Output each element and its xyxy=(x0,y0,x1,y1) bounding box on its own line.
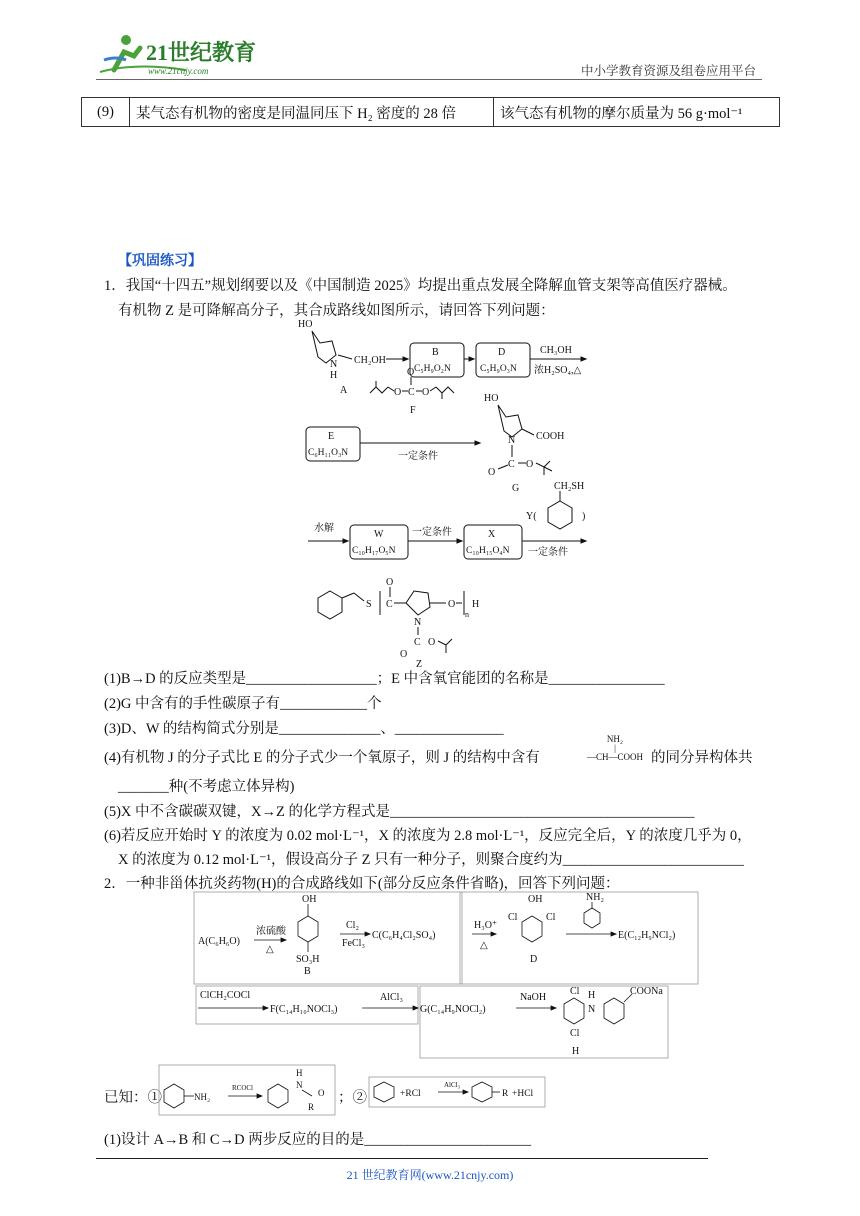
svg-text:ClCH₂COCl: ClCH₂COCl xyxy=(200,990,251,1001)
q1-part5: (5)X 中不含碳碳双键，X→Z 的化学方程式是__________________________________________ xyxy=(104,804,695,820)
svg-text:HO: HO xyxy=(484,393,499,404)
svg-text:RCOCl: RCOCl xyxy=(232,1084,254,1092)
row-condition: 某气态有机物的密度是同温同压下 H₂ 密度的 28 倍 xyxy=(130,98,494,127)
q1-part6-a: (6)若反应开始时 Y 的浓度为 0.02 mol·L⁻¹，X 的浓度为 2.8 mol·L⁻¹，反应完全后，Y 的浓度几乎为 0， xyxy=(104,828,752,844)
svg-text:Z: Z xyxy=(416,659,423,670)
svg-text:C: C xyxy=(414,637,421,648)
svg-text:O: O xyxy=(386,577,394,588)
site-logo xyxy=(96,30,266,78)
svg-text:O: O xyxy=(394,387,402,398)
compound-Z-structure xyxy=(318,577,479,670)
q1-intro-line2: 有机物 Z 是可降解高分子，其合成路线如图所示，请回答下列问题： xyxy=(118,303,555,319)
reagent-F-structure xyxy=(370,367,454,416)
svg-text:Cl: Cl xyxy=(546,912,556,923)
fragment-chain: —CH—COOH xyxy=(586,752,643,762)
svg-text:R: R xyxy=(308,1102,315,1112)
page-header xyxy=(96,30,762,80)
q1-part4-a: (4)有机物 J 的分子式比 E 的分子式少一个氧原子，则 J 的结构中含有 xyxy=(104,750,540,766)
svg-text:H: H xyxy=(330,370,338,381)
svg-text:OH: OH xyxy=(528,894,543,905)
svg-text:S: S xyxy=(366,599,372,610)
svg-text:Cl: Cl xyxy=(570,986,580,997)
svg-text:N: N xyxy=(588,1004,596,1015)
svg-text:C(C₆H₄Cl₂SO₄): C(C₆H₄Cl₂SO₄) xyxy=(372,930,436,941)
svg-text:AlCl₃: AlCl₃ xyxy=(380,992,403,1003)
svg-text:一定条件: 一定条件 xyxy=(398,451,438,462)
svg-text:COONa: COONa xyxy=(630,986,663,997)
q1-part4-b: 的同分异构体共 xyxy=(651,750,753,766)
header-rule xyxy=(96,79,762,80)
svg-text:+RCl: +RCl xyxy=(400,1089,421,1099)
svg-text:O: O xyxy=(526,459,534,470)
svg-text:W: W xyxy=(374,529,384,540)
svg-text:CH₂SH: CH₂SH xyxy=(554,481,585,492)
svg-text:N: N xyxy=(330,359,338,370)
svg-text:Cl: Cl xyxy=(508,912,518,923)
svg-text:Cl₂: Cl₂ xyxy=(346,920,359,931)
section-title: 【巩固练习】 xyxy=(118,254,202,269)
q1-intro-line1: 1．我国“十四五”规划纲要以及《中国制造 2025》均提出重点发展全降解血管支架等高值医疗器械。 xyxy=(104,278,737,294)
svg-text:G: G xyxy=(512,483,520,494)
svg-text:G(C₁₄H₉NOCl₂): G(C₁₄H₉NOCl₂) xyxy=(420,1004,486,1015)
svg-text:): ) xyxy=(582,511,586,522)
svg-text:△: △ xyxy=(266,944,274,955)
svg-text:N: N xyxy=(414,617,422,628)
svg-text:CH₂OH: CH₂OH xyxy=(354,355,386,366)
svg-text:C: C xyxy=(508,459,515,470)
svg-text:水解: 水解 xyxy=(314,523,334,534)
svg-text:H: H xyxy=(296,1068,303,1078)
header-platform-name: 中小学教育资源及组卷应用平台 xyxy=(580,64,756,78)
svg-text:NH₂: NH₂ xyxy=(194,1092,211,1102)
benzene-ring xyxy=(548,501,572,529)
svg-text:H: H xyxy=(572,1046,580,1057)
svg-text:A: A xyxy=(340,385,348,396)
fragment-nh2: NH₂ xyxy=(606,734,624,744)
row-number: (9) xyxy=(82,98,130,127)
logo-text: 21世纪教育 xyxy=(146,40,257,65)
fragment-bond: | xyxy=(614,743,616,753)
svg-text:C: C xyxy=(386,599,393,610)
svg-text:Cl: Cl xyxy=(570,1028,580,1039)
svg-text:N: N xyxy=(296,1080,303,1090)
q1-part3: (3)D、W 的结构简式分别是______________、_______________ xyxy=(104,721,504,737)
svg-text:O: O xyxy=(422,387,430,398)
q1-synthesis-scheme xyxy=(290,315,600,670)
svg-text:E: E xyxy=(328,431,335,442)
svg-text:HO: HO xyxy=(298,319,313,330)
svg-text:Y(: Y( xyxy=(526,511,537,522)
svg-text:SO₃H: SO₃H xyxy=(296,954,320,965)
svg-text:+HCl: +HCl xyxy=(512,1089,534,1099)
svg-text:O: O xyxy=(428,637,436,648)
svg-text:浓H₂SO₄,△: 浓H₂SO₄,△ xyxy=(534,365,582,376)
known-reaction-2 xyxy=(368,1076,546,1108)
svg-text:CH₃OH: CH₃OH xyxy=(540,345,572,356)
q1-part2: (2)G 中含有的手性碳原子有____________个 xyxy=(104,696,382,712)
svg-text:B: B xyxy=(432,347,439,358)
svg-text:一定条件: 一定条件 xyxy=(412,527,452,538)
svg-text:C: C xyxy=(408,387,415,398)
footer-rule xyxy=(96,1158,708,1159)
q1-part4-fragment xyxy=(580,734,650,762)
svg-text:F(C₁₄H₁₀NOCl₃): F(C₁₄H₁₀NOCl₃) xyxy=(270,1004,338,1015)
svg-text:H₃O⁺: H₃O⁺ xyxy=(474,920,498,931)
svg-text:R: R xyxy=(502,1089,509,1099)
svg-text:F: F xyxy=(410,405,416,416)
svg-text:N: N xyxy=(508,435,516,446)
svg-text:C₁₀H₁₅O₄N: C₁₀H₁₅O₄N xyxy=(466,546,510,556)
svg-text:D: D xyxy=(530,954,538,965)
svg-text:NaOH: NaOH xyxy=(520,992,547,1003)
compound-A-structure xyxy=(298,319,386,396)
knowledge-table xyxy=(81,97,780,127)
svg-text:A(C₆H₆O): A(C₆H₆O) xyxy=(198,936,240,947)
logo-subtext: www.21cnjy.com xyxy=(148,66,209,76)
q1-part1: (1)B→D 的反应类型是__________________；E 中含氧官能团的名称是________________ xyxy=(104,671,665,687)
footer-link[interactable]: 21 世纪教育网(www.21cnjy.com) xyxy=(346,1168,514,1182)
svg-text:C₅H₉O₂N: C₅H₉O₂N xyxy=(414,364,451,374)
svg-text:O: O xyxy=(407,367,415,378)
known-reaction-1 xyxy=(158,1064,336,1116)
svg-text:O: O xyxy=(400,649,408,660)
q1-part6-b: X 的浓度为 0.12 mol·L⁻¹，假设高分子 Z 只有一种分子，则聚合度约为_________________________ xyxy=(118,852,744,868)
svg-text:n: n xyxy=(465,610,469,619)
svg-text:COOH: COOH xyxy=(536,431,565,442)
compound-G-structure xyxy=(484,393,564,494)
svg-text:△: △ xyxy=(480,940,488,951)
svg-text:C₆H₁₁O₃N: C₆H₁₁O₃N xyxy=(308,448,349,458)
svg-text:NH₂: NH₂ xyxy=(586,892,604,903)
q2-intro: 2．一种非甾体抗炎药物(H)的合成路线如下(部分反应条件省略)，回答下列问题： xyxy=(104,876,620,892)
row-conclusion: 该气态有机物的摩尔质量为 56 g·mol⁻¹ xyxy=(494,98,780,127)
svg-text:H: H xyxy=(472,599,480,610)
q2-known-sep: ；② xyxy=(338,1090,367,1106)
svg-text:H: H xyxy=(588,990,596,1001)
svg-text:C₁₀H₁₇O₅N: C₁₀H₁₇O₅N xyxy=(352,546,396,556)
svg-text:一定条件: 一定条件 xyxy=(528,547,568,558)
svg-text:OH: OH xyxy=(302,894,317,905)
q2-known-label: 已知：① xyxy=(104,1090,162,1106)
table-row xyxy=(82,98,780,127)
svg-text:X: X xyxy=(488,529,496,540)
svg-text:AlCl₃: AlCl₃ xyxy=(444,1081,461,1089)
q2-part1: (1)设计 A→B 和 C→D 两步反应的目的是_______________________ xyxy=(104,1132,531,1148)
svg-text:B: B xyxy=(304,966,311,977)
svg-text:浓硫酸: 浓硫酸 xyxy=(256,926,286,937)
q2-synthesis-scheme xyxy=(190,890,702,1062)
q1-part4-c: _______种(不考虑立体异构) xyxy=(118,779,295,795)
svg-text:C₅H₉O₃N: C₅H₉O₃N xyxy=(480,364,517,374)
svg-text:D: D xyxy=(498,347,506,358)
svg-text:O: O xyxy=(318,1088,325,1098)
svg-text:FeCl₃: FeCl₃ xyxy=(342,938,365,949)
svg-text:E(C₁₂H₉NCl₂): E(C₁₂H₉NCl₂) xyxy=(618,930,676,941)
svg-text:O: O xyxy=(448,599,456,610)
svg-text:O: O xyxy=(488,467,496,478)
